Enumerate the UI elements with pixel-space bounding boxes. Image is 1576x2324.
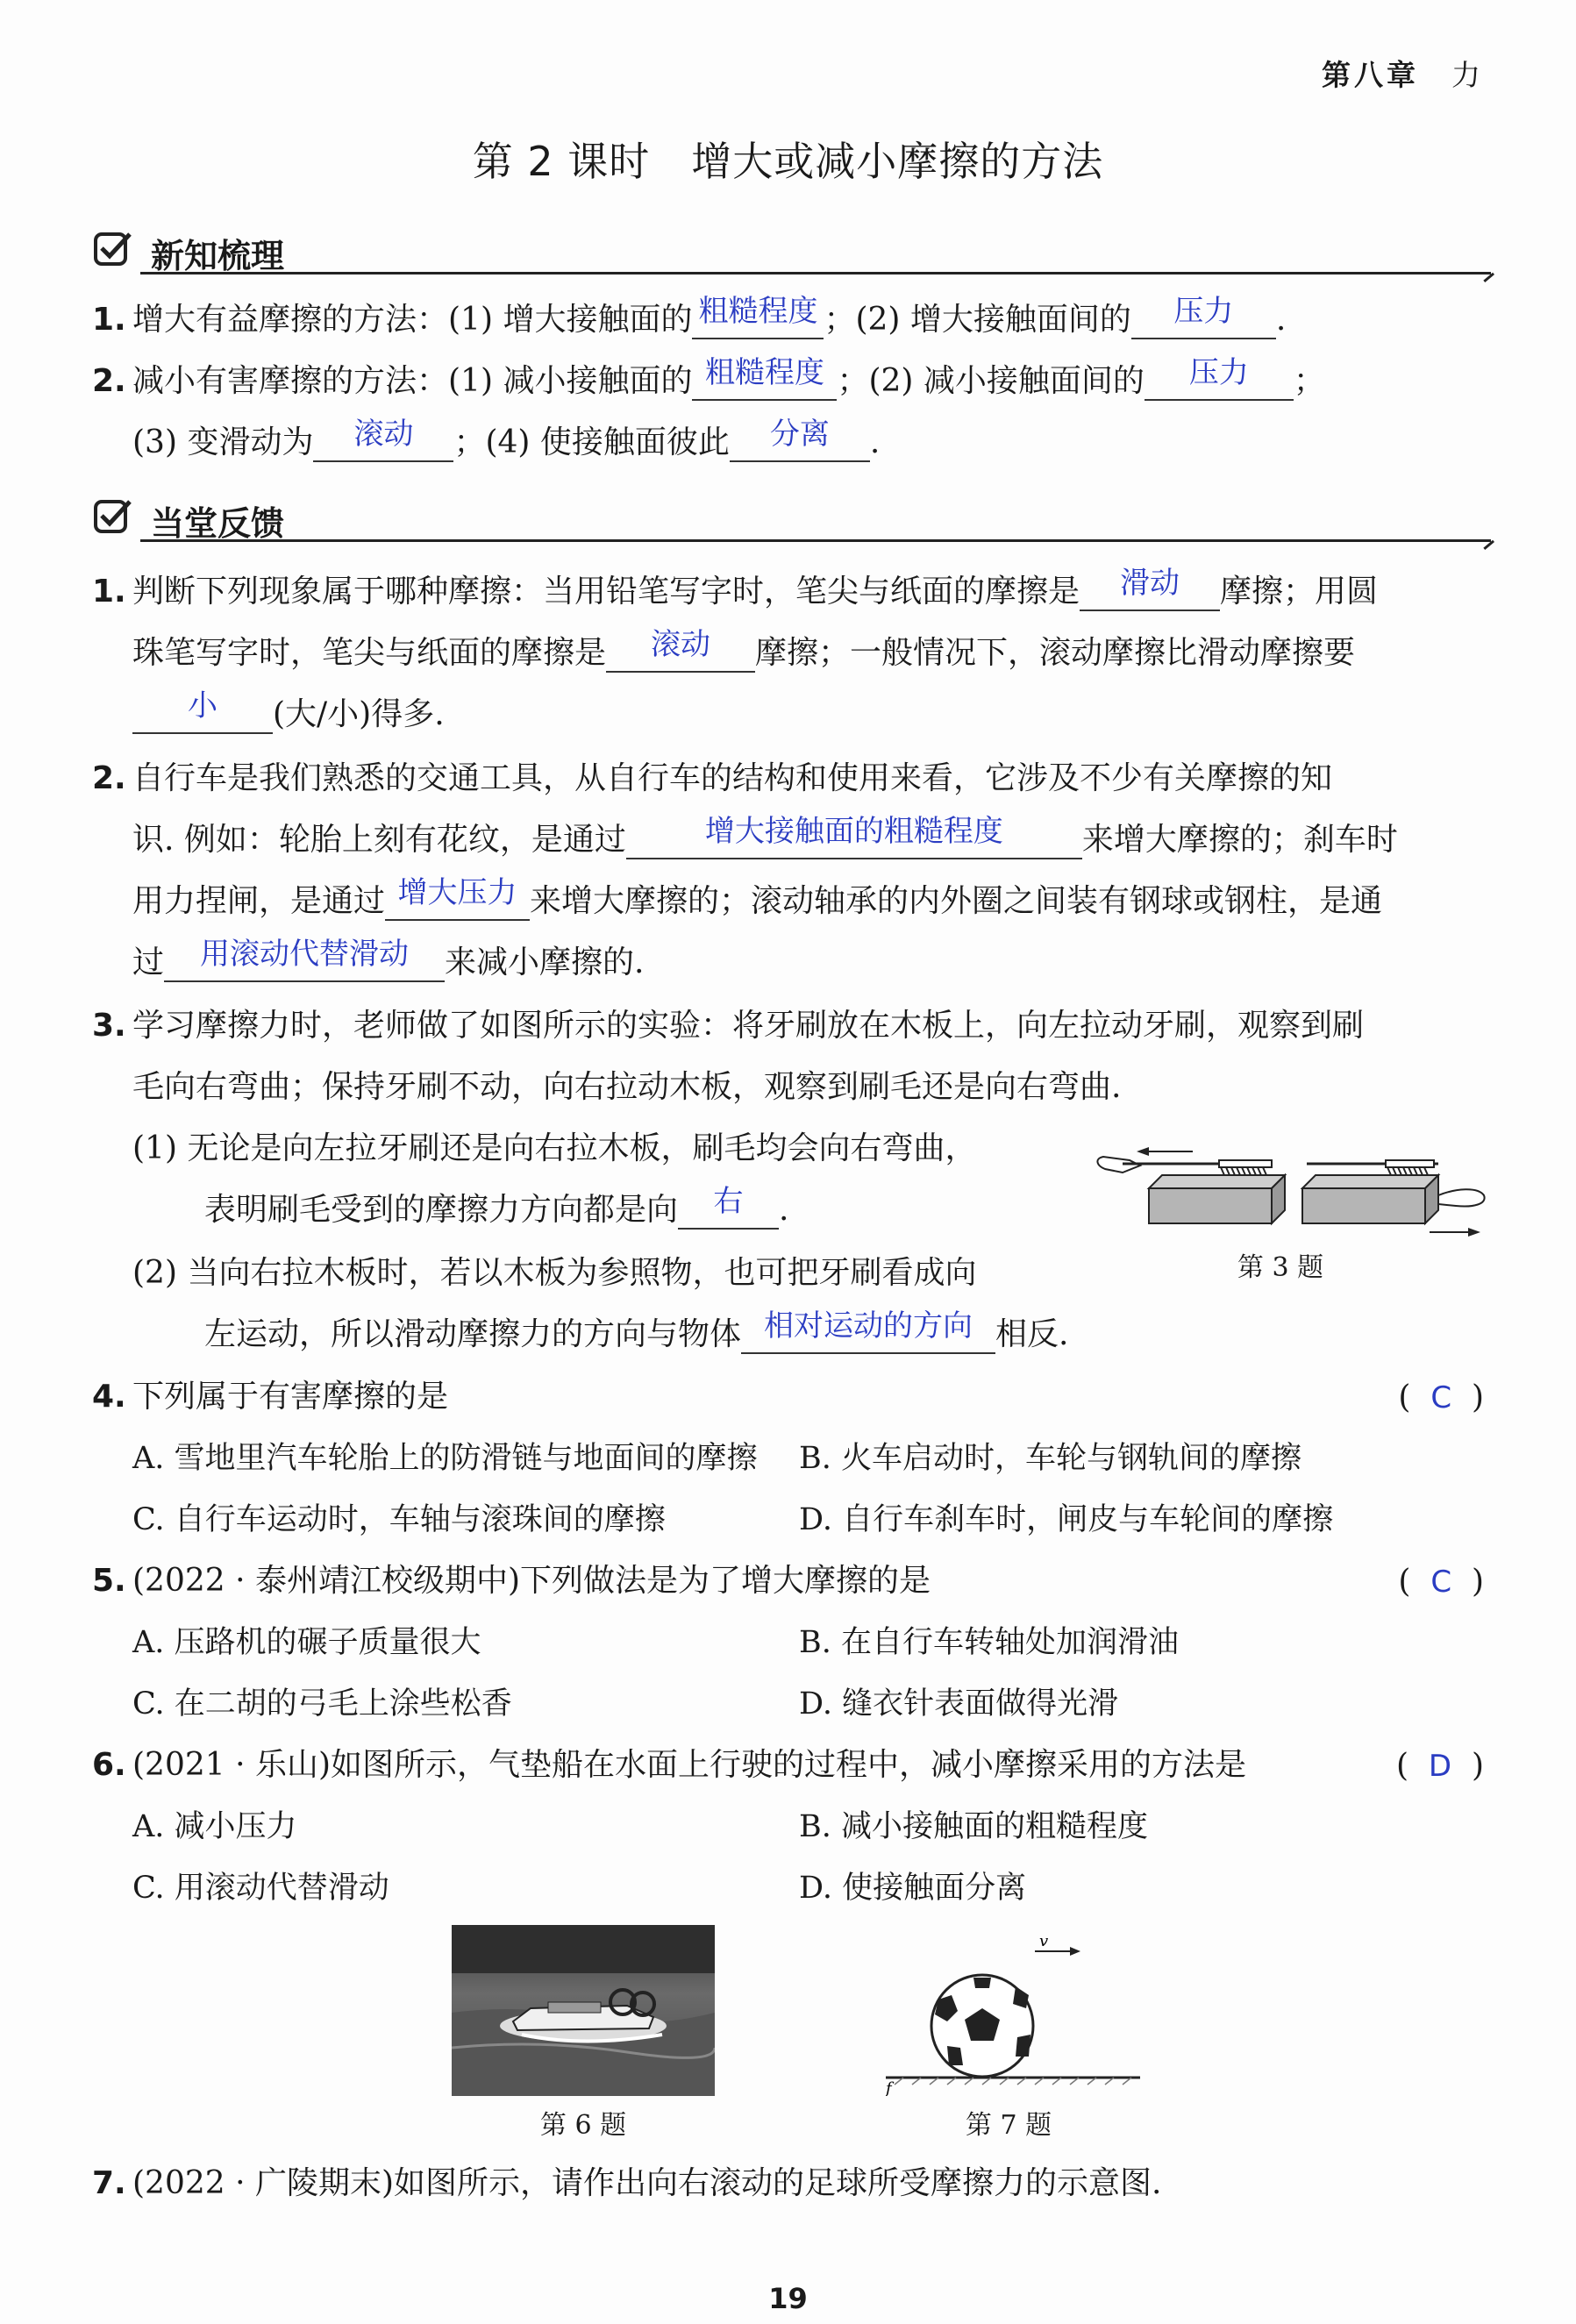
right-hand-icon xyxy=(1438,1189,1485,1206)
option-c: C. 自行车运动时，车轴与滚珠间的摩擦 xyxy=(132,1502,666,1537)
answer-blank: 右 xyxy=(678,1193,779,1230)
option-a: A. 雪地里汽车轮胎上的防滑链与地面间的摩擦 xyxy=(132,1441,758,1476)
friction-label: f xyxy=(886,2079,892,2096)
knowledge-q1: 1. 增大有益摩擦的方法：(1) 增大接触面的 粗糙程度 ；(2) 增大接触面间的 压力 . xyxy=(92,294,1287,338)
q5-options-row2 xyxy=(92,1686,1527,1722)
q6-options-row2 xyxy=(92,1871,1527,1906)
soccer-ball-figure xyxy=(886,1934,1140,2096)
feedback-q1-line2: 珠笔写字时，笔尖与纸面的摩擦是 滚动 摩擦；一般情况下，滚动摩擦比滑动摩擦要 xyxy=(132,627,1356,671)
answer-blank: 增大接触面的粗糙程度 xyxy=(626,823,1082,859)
figure-caption: 第 3 题 xyxy=(1237,1252,1324,1283)
feedback-q3-line2: 毛向右弯曲；保持牙刷不动，向右拉动木板，观察到刷毛还是向右弯曲. xyxy=(132,1069,1122,1105)
answer-blank: 压力 xyxy=(1131,303,1276,339)
option-b: B. 火车启动时，车轮与钢轨间的摩擦 xyxy=(799,1441,1301,1476)
feedback-q6-stem: 6. (2021 · 乐山)如图所示，气垫船在水面上行驶的过程中，减小摩擦采用的方法是 xyxy=(92,1747,1247,1783)
answer-blank: 滚动 xyxy=(606,636,755,673)
option-d: D. 自行车刹车时，闸皮与车轮间的摩擦 xyxy=(799,1502,1334,1537)
feedback-q2-line2: 识. 例如：轮胎上刻有花纹，是通过 增大接触面的粗糙程度 来增大摩擦的；刹车时 xyxy=(132,814,1398,858)
option-c: C. 在二胡的弓毛上涂些松香 xyxy=(132,1686,512,1722)
chapter-topic: 力 xyxy=(1451,58,1484,92)
option-c: C. 用滚动代替滑动 xyxy=(132,1871,389,1906)
option-d: D. 使接触面分离 xyxy=(799,1871,1027,1906)
answer-paren: ( C ) xyxy=(1398,1379,1484,1415)
option-d: D. 缝衣针表面做得光滑 xyxy=(799,1686,1119,1722)
answer-blank: 用滚动代替滑动 xyxy=(164,945,445,982)
check-box-icon xyxy=(93,496,133,537)
answer-blank: 增大压力 xyxy=(385,884,530,921)
section-new-knowledge xyxy=(88,224,1491,276)
answer-blank: 滚动 xyxy=(313,425,453,462)
chapter-number: 第八章 xyxy=(1322,58,1419,92)
figure-caption: 第 6 题 xyxy=(539,2110,627,2141)
option-b: B. 减小接触面的粗糙程度 xyxy=(799,1809,1148,1844)
velocity-label: v xyxy=(1039,1934,1049,1950)
feedback-q2-line4: 过 用滚动代替滑动 来减小摩擦的. xyxy=(132,937,645,980)
lesson-title: 第 2 课时 增大或减小摩擦的方法 xyxy=(472,138,1104,185)
q4-options-row2 xyxy=(92,1502,1527,1537)
feedback-q3-line1: 3. 学习摩擦力时，老师做了如图所示的实验：将牙刷放在木板上，向左拉动牙刷，观察到刷 xyxy=(92,1008,1365,1044)
feedback-q2-line1: 2. 自行车是我们熟悉的交通工具，从自行车的结构和使用来看，它涉及不少有关摩擦的知 xyxy=(92,760,1333,796)
answer-paren: ( C ) xyxy=(1398,1564,1484,1600)
option-b: B. 在自行车转轴处加润滑油 xyxy=(799,1625,1179,1660)
feedback-q3-sub1b: 表明刷毛受到的摩擦力方向都是向 右 . xyxy=(204,1184,789,1228)
answer-blank: 滑动 xyxy=(1080,574,1220,611)
answer-blank: 粗糙程度 xyxy=(692,364,837,401)
answer-blank: 分离 xyxy=(730,425,870,462)
figure-caption: 第 7 题 xyxy=(965,2110,1052,2141)
section-title: 新知梳理 xyxy=(151,237,285,275)
answer-paren: ( D ) xyxy=(1395,1748,1484,1784)
feedback-q2-line3: 用力捏闸，是通过 增大压力 来增大摩擦的；滚动轴承的内外圈之间装有钢球或钢柱，是通 xyxy=(132,875,1383,919)
check-box-icon xyxy=(93,229,133,269)
feedback-q3-sub1a: (1) 无论是向左拉牙刷还是向右拉木板，刷毛均会向右弯曲， xyxy=(132,1130,977,1166)
toothbrush-experiment-figure xyxy=(1088,1127,1491,1241)
answer-blank: 小 xyxy=(132,697,273,734)
option-a: A. 压路机的碾子质量很大 xyxy=(132,1625,481,1660)
hovercraft-photo xyxy=(452,1925,715,2096)
q5-options-row1 xyxy=(92,1625,1527,1660)
feedback-q1-line3: 小 (大/小)得多. xyxy=(92,697,1527,734)
feedback-q7-stem: 7. (2022 · 广陵期末)如图所示，请作出向右滚动的足球所受摩擦力的示意图. xyxy=(92,2165,1162,2201)
page-number: 19 xyxy=(768,2282,808,2315)
feedback-q4-stem: 4. 下列属于有害摩擦的是 xyxy=(92,1379,449,1415)
feedback-q3-sub2a: (2) 当向右拉木板时，若以木板为参照物，也可把牙刷看成向 xyxy=(132,1255,977,1291)
knowledge-q2-line1: 2. 减小有害摩擦的方法：(1) 减小接触面的 粗糙程度 ；(2) 减小接触面间的 压力 ； xyxy=(92,355,1325,399)
feedback-q1-line1: 1. 判断下列现象属于哪种摩擦：当用铅笔写字时，笔尖与纸面的摩擦是 滑动 摩擦；用圆 xyxy=(92,566,1379,610)
option-a: A. 减小压力 xyxy=(132,1809,297,1844)
feedback-q5-stem: 5. (2022 · 泰州靖江校级期中)下列做法是为了增大摩擦的是 xyxy=(92,1563,931,1599)
section-title: 当堂反馈 xyxy=(151,504,285,543)
answer-blank: 相对运动的方向 xyxy=(741,1317,995,1354)
answer-blank: 压力 xyxy=(1145,364,1294,401)
feedback-q3-sub2b: 左运动，所以滑动摩擦力的方向与物体 相对运动的方向 相反. xyxy=(204,1308,1069,1352)
section-feedback xyxy=(88,491,1491,544)
chapter-header xyxy=(1322,53,1484,94)
q4-options-row1 xyxy=(92,1441,1527,1476)
knowledge-q2-line2: (3) 变滑动为 滚动 ；(4) 使接触面彼此 分离 . xyxy=(132,417,881,460)
q6-options-row1 xyxy=(92,1809,1527,1844)
answer-blank: 粗糙程度 xyxy=(692,303,824,339)
